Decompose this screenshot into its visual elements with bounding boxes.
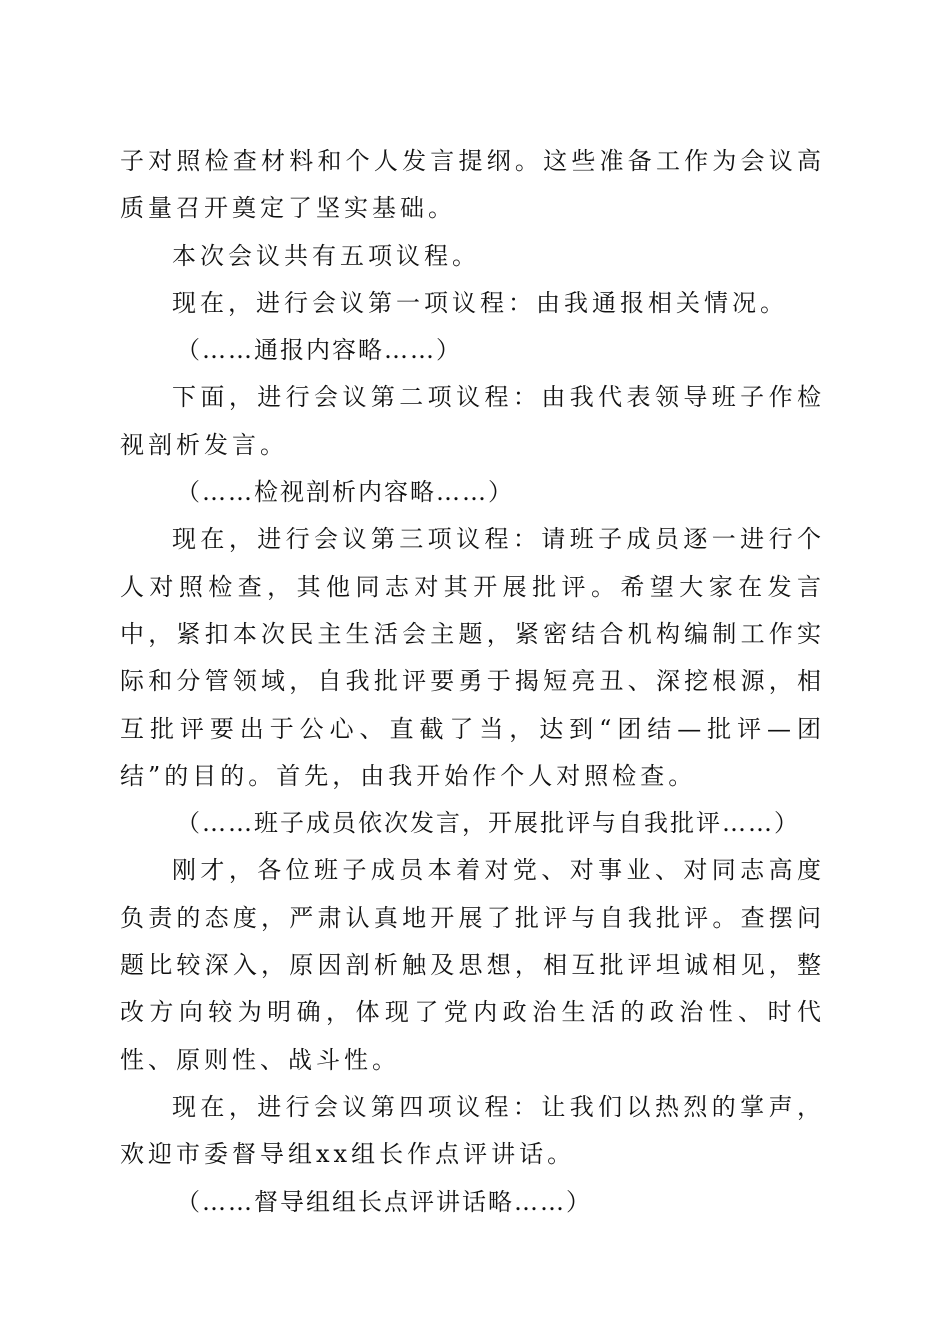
note-members-speak: （……班子成员依次发言，开展批评与自我批评……）: [176, 809, 800, 838]
paragraph-agenda-item-4: 现在，进行会议第四项议程：让我们以热烈的掌声，欢迎市委督导组xx组长作点评讲话。: [120, 1092, 825, 1169]
paragraph-agenda-item-3: 现在，进行会议第三项议程：请班子成员逐一进行个人对照检查，其他同志对其开展批评。希望大家在发言中，紧扣本次民主生活会主题，紧密结合机构编制工作实际和分管领域，自我批评要勇于揭短亮丑、深挖根源，相互批评要出于公心、直截了当，达到“团结—批评—团结”的目的。首先，由我开始作个人对照检查。: [120, 525, 825, 790]
note-analysis-omitted: （……检视剖析内容略……）: [176, 478, 514, 507]
note-report-omitted: （……通报内容略……）: [176, 336, 462, 365]
paragraph-agenda-count: 本次会议共有五项议程。: [172, 241, 480, 270]
paragraph-continuation: 子对照检查材料和个人发言提纲。这些准备工作为会议高质量召开奠定了坚实基础。: [120, 147, 825, 223]
paragraph-agenda-item-1: 现在，进行会议第一项议程：由我通报相关情况。: [172, 288, 788, 317]
document-body: [120, 138, 825, 1226]
paragraph-summary: 刚才，各位班子成员本着对党、对事业、对同志高度负责的态度，严肃认真地开展了批评与自我批评。查摆问题比较深入，原因剖析触及思想，相互批评坦诚相见，整改方向较为明确，体现了党内政治生活的政治性、时代性、原则性、战斗性。: [120, 856, 825, 1074]
note-supervisor-remarks-omitted: （……督导组组长点评讲话略……）: [176, 1187, 592, 1216]
paragraph-agenda-item-2: 下面，进行会议第二项议程：由我代表领导班子作检视剖析发言。: [120, 383, 825, 459]
